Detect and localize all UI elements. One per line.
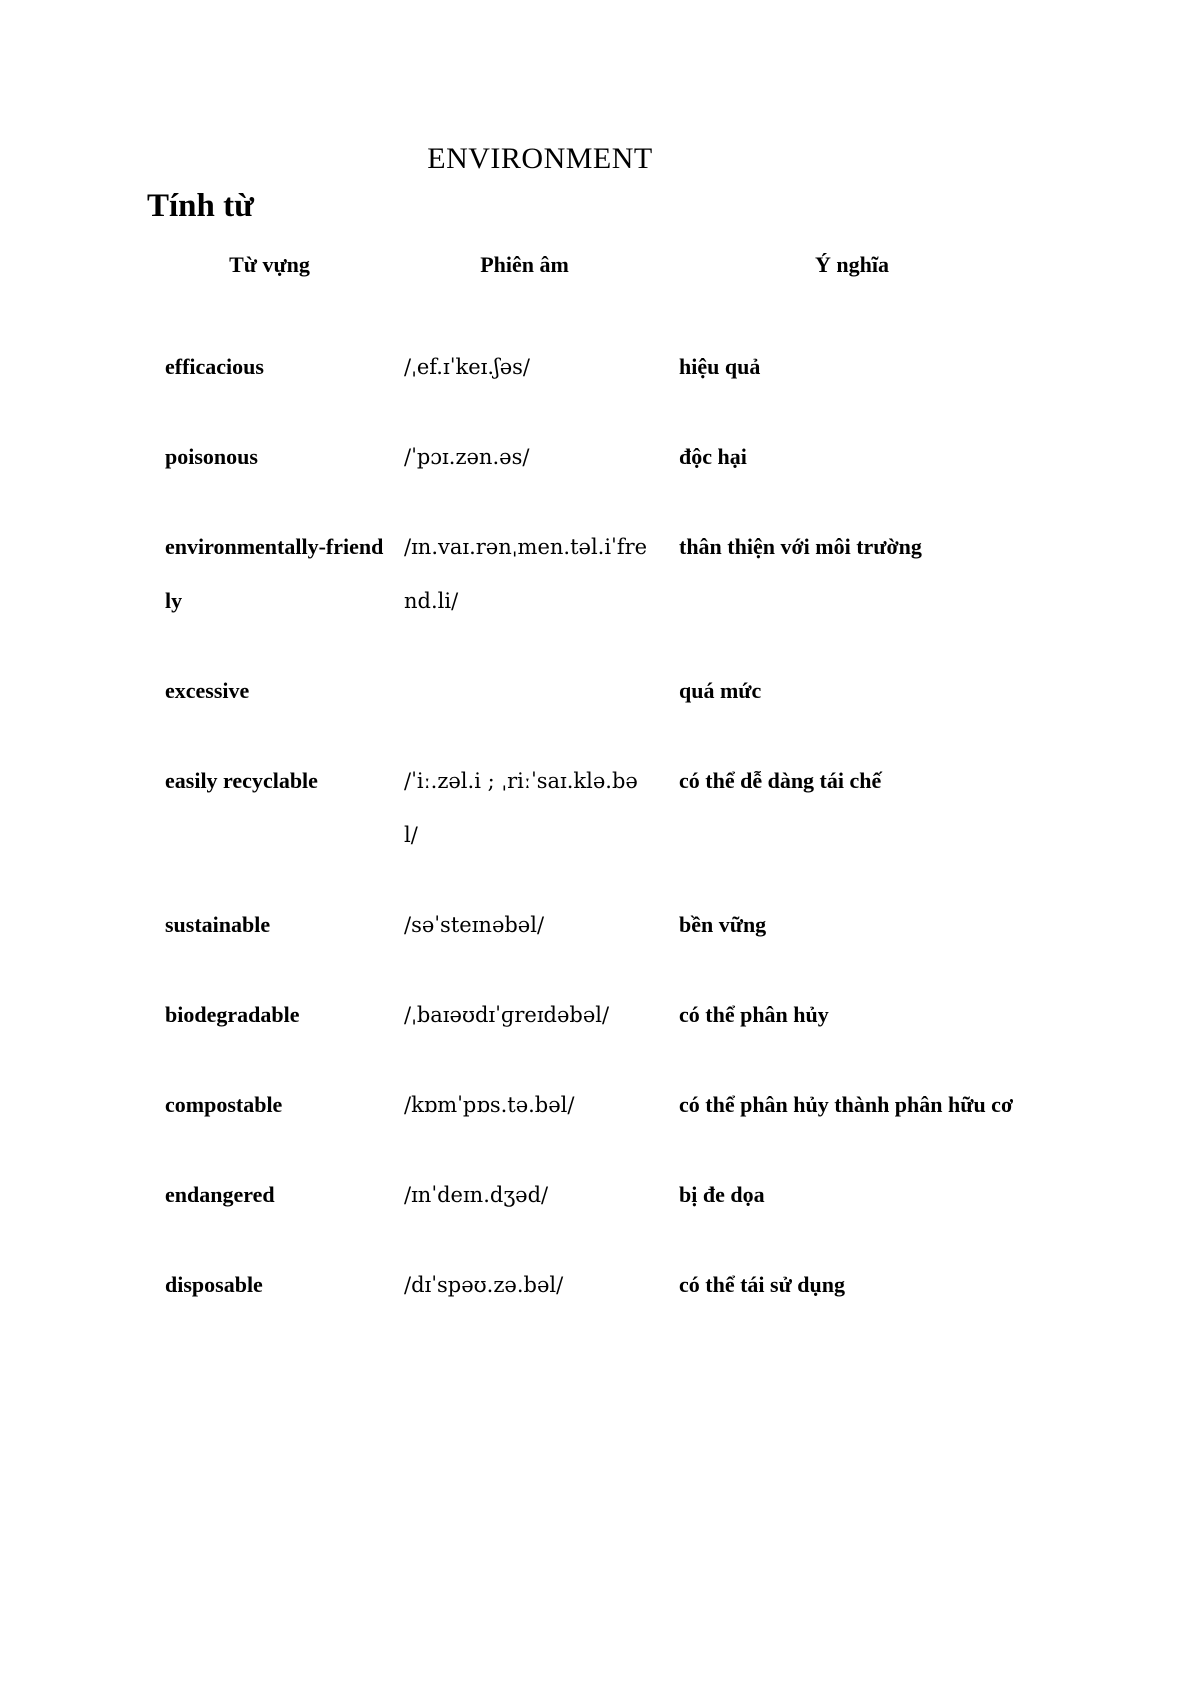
table-row [147, 312, 1047, 430]
vocab-word: sustainable [165, 912, 271, 937]
vocab-ipa [392, 664, 657, 754]
vocab-meaning: có thể phân hủy thành phân hữu cơ [679, 1092, 1014, 1117]
vocab-ipa: /səˈsteɪnəbəl/ [404, 913, 545, 937]
table-row [147, 1258, 1047, 1348]
vocab-ipa: /ɪnˈdeɪn.dʒəd/ [404, 1183, 549, 1207]
vocab-ipa: /ˈiː.zəl.i ; ˌriːˈsaɪ.klə.bəl/ [404, 769, 638, 847]
vocab-ipa: /dɪˈspəʊ.zə.bəl/ [404, 1273, 564, 1297]
vocab-word: environmentally-friendly [165, 534, 384, 613]
vocab-meaning: bị đe dọa [679, 1182, 765, 1207]
vocab-meaning: bền vững [679, 912, 767, 937]
vocab-meaning: có thể phân hủy [679, 1002, 829, 1027]
header-meaning: Ý nghĩa [815, 252, 889, 277]
vocab-word: poisonous [165, 444, 258, 469]
vocab-ipa: /ˈpɔɪ.zən.əs/ [404, 445, 530, 469]
vocab-meaning: hiệu quả [679, 354, 761, 379]
vocabulary-table [147, 240, 1047, 1348]
vocab-word: endangered [165, 1182, 275, 1207]
table-row [147, 988, 1047, 1078]
vocab-ipa: /kɒmˈpɒs.tə.bəl/ [404, 1093, 575, 1117]
vocab-ipa: /ɪn.vaɪ.rənˌmen.təl.iˈfrend.li/ [404, 535, 648, 613]
table-header-row [147, 240, 1047, 312]
table-row [147, 1078, 1047, 1168]
header-word: Từ vựng [229, 252, 310, 277]
header-ipa: Phiên âm [480, 252, 569, 277]
vocab-word: easily recyclable [165, 768, 318, 793]
vocab-word: excessive [165, 678, 250, 703]
table-row [147, 520, 1047, 664]
vocab-word: disposable [165, 1272, 263, 1297]
vocab-ipa: /ˌef.ɪˈkeɪ.ʃəs/ [404, 355, 530, 379]
vocab-meaning: quá mức [679, 678, 762, 703]
vocab-word: efficacious [165, 354, 264, 379]
vocab-meaning: độc hại [679, 444, 747, 469]
vocab-meaning: thân thiện với môi trường [679, 534, 922, 559]
vocab-meaning: có thể dễ dàng tái chế [679, 768, 882, 793]
vocab-word: biodegradable [165, 1002, 300, 1027]
table-row [147, 754, 1047, 898]
vocab-word: compostable [165, 1092, 283, 1117]
section-heading: Tính từ [147, 188, 254, 224]
vocab-ipa: /ˌbaɪəʊdɪˈɡreɪdəbəl/ [404, 1003, 610, 1027]
table-row [147, 898, 1047, 988]
table-row [147, 1168, 1047, 1258]
table-row [147, 664, 1047, 754]
document-title: ENVIRONMENT [427, 142, 653, 175]
table-row [147, 430, 1047, 520]
vocab-meaning: có thể tái sử dụng [679, 1272, 845, 1297]
